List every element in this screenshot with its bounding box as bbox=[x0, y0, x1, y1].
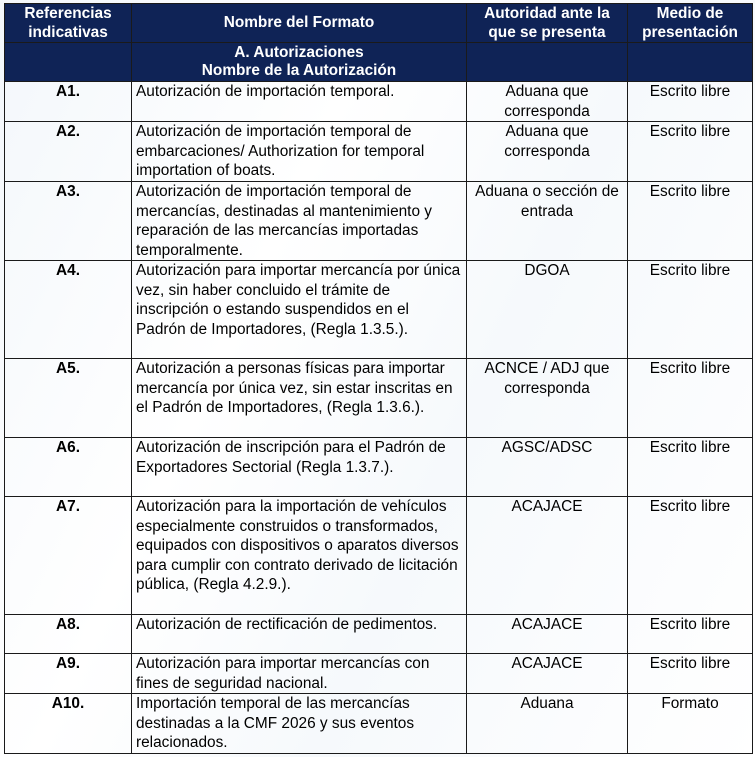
table-row bbox=[5, 694, 753, 754]
ref-cell: A9. bbox=[5, 654, 132, 694]
table-row bbox=[5, 615, 753, 654]
authority-cell: Aduana que corresponda bbox=[467, 82, 628, 122]
ref-cell: A6. bbox=[5, 438, 132, 497]
authority-cell: DGOA bbox=[467, 261, 628, 359]
header-format-name: Nombre del Formato bbox=[132, 4, 467, 43]
ref-cell: A1. bbox=[5, 82, 132, 122]
medium-cell: Escrito libre bbox=[628, 261, 753, 359]
section-empty-cell bbox=[628, 43, 753, 82]
medium-cell: Escrito libre bbox=[628, 497, 753, 615]
section-empty-cell bbox=[5, 43, 132, 82]
medium-cell: Escrito libre bbox=[628, 654, 753, 694]
ref-cell: A3. bbox=[5, 182, 132, 261]
medium-cell: Escrito libre bbox=[628, 438, 753, 497]
table-row bbox=[5, 122, 753, 182]
medium-cell: Escrito libre bbox=[628, 615, 753, 654]
medium-cell: Escrito libre bbox=[628, 82, 753, 122]
header-medium: Medio de presentación bbox=[628, 4, 753, 43]
ref-cell: A10. bbox=[5, 694, 132, 754]
authority-cell: Aduana o sección de entrada bbox=[467, 182, 628, 261]
name-cell: Autorización para importar mercancía por única vez, sin haber concluido el trámite de inscripción o estando suspendidos en el Padrón de Importadores, (Regla 1.3.5.). bbox=[132, 261, 467, 359]
table-row bbox=[5, 497, 753, 615]
authority-cell: ACAJACE bbox=[467, 615, 628, 654]
medium-cell: Formato bbox=[628, 694, 753, 754]
name-cell: Autorización para la importación de vehículos especialmente construidos o transformados, equipados con dispositivos o aparatos diversos para cumplir con contrato derivado de licitación pública, (Regla 4.2.9.). bbox=[132, 497, 467, 615]
authority-cell: ACAJACE bbox=[467, 654, 628, 694]
section-empty-cell bbox=[467, 43, 628, 82]
medium-cell: Escrito libre bbox=[628, 359, 753, 438]
name-cell: Autorización a personas físicas para importar mercancía por única vez, sin estar inscritas en el Padrón de Importadores, (Regla 1.3.6.). bbox=[132, 359, 467, 438]
name-cell: Autorización de inscripción para el Padrón de Exportadores Sectorial (Regla 1.3.7.). bbox=[132, 438, 467, 497]
name-cell: Autorización de importación temporal. bbox=[132, 82, 467, 122]
section-title: A. Autorizaciones bbox=[234, 43, 364, 61]
header-reference: Referencias indicativas bbox=[5, 4, 132, 43]
header-row bbox=[5, 4, 753, 43]
ref-cell: A5. bbox=[5, 359, 132, 438]
authority-cell: ACAJACE bbox=[467, 497, 628, 615]
table-row bbox=[5, 359, 753, 438]
section-title-cell bbox=[132, 43, 467, 82]
name-cell: Importación temporal de las mercancías destinadas a la CMF 2026 y sus eventos relacionados. bbox=[132, 694, 467, 754]
table-row bbox=[5, 654, 753, 694]
authority-cell: ACNCE / ADJ que corresponda bbox=[467, 359, 628, 438]
formats-table bbox=[4, 3, 753, 754]
name-cell: Autorización para importar mercancías con fines de seguridad nacional. bbox=[132, 654, 467, 694]
authority-cell: AGSC/ADSC bbox=[467, 438, 628, 497]
table-row bbox=[5, 438, 753, 497]
section-subtitle: Nombre de la Autorización bbox=[201, 62, 397, 79]
name-cell: Autorización de importación temporal de mercancías, destinadas al mantenimiento y reparación de las mercancías importadas temporalmente. bbox=[132, 182, 467, 261]
ref-cell: A2. bbox=[5, 122, 132, 182]
medium-cell: Escrito libre bbox=[628, 122, 753, 182]
table-row bbox=[5, 182, 753, 261]
table-row bbox=[5, 261, 753, 359]
medium-cell: Escrito libre bbox=[628, 182, 753, 261]
ref-cell: A7. bbox=[5, 497, 132, 615]
authority-cell: Aduana que corresponda bbox=[467, 122, 628, 182]
section-header-row bbox=[5, 43, 753, 82]
ref-cell: A8. bbox=[5, 615, 132, 654]
name-cell: Autorización de rectificación de pedimentos. bbox=[132, 615, 467, 654]
name-cell: Autorización de importación temporal de embarcaciones/ Authorization for temporal importation of boats. bbox=[132, 122, 467, 182]
authority-cell: Aduana bbox=[467, 694, 628, 754]
table-row bbox=[5, 82, 753, 122]
ref-cell: A4. bbox=[5, 261, 132, 359]
header-authority: Autoridad ante la que se presenta bbox=[467, 4, 628, 43]
